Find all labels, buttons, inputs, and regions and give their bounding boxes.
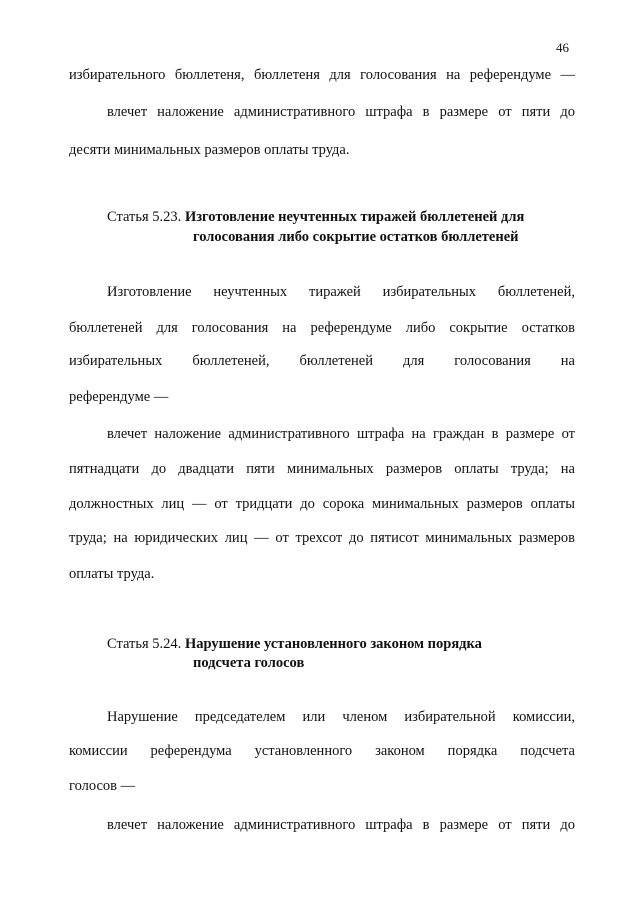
text-line: избирательного бюллетеня, бюллетеня для голосования на референдуме — xyxy=(69,67,575,83)
text-line: голосов — xyxy=(69,778,136,794)
text-line: влечет наложение административного штрафа в размере от пяти до xyxy=(107,817,575,833)
article-title-continued: подсчета голосов xyxy=(193,655,305,671)
text-line: влечет наложение административного штрафа в размере от пяти до xyxy=(107,104,575,120)
article-number: Статья 5.23. xyxy=(107,209,182,225)
article-heading-5-23 xyxy=(107,210,524,225)
text-line: влечет наложение административного штрафа на граждан в размере от xyxy=(107,426,575,442)
text-line: труда; на юридических лиц — от трехсот до пятисот минимальных размеров xyxy=(69,530,575,546)
text-line: референдуме — xyxy=(69,389,169,405)
text-line: должностных лиц — от тридцати до сорока минимальных размеров оплаты xyxy=(69,496,575,512)
page-number: 46 xyxy=(556,40,569,55)
article-title-continued: голосования либо сокрытие остатков бюллетеней xyxy=(193,229,519,245)
text-line: избирательных бюллетеней, бюллетеней для голосования на xyxy=(69,353,575,369)
text-line: пятнадцати до двадцати пяти минимальных размеров оплаты труда; на xyxy=(69,461,575,477)
article-title: Изготовление неучтенных тиражей бюллетеней для xyxy=(184,209,525,225)
text-line: десяти минимальных размеров оплаты труда. xyxy=(69,142,350,158)
article-title: Нарушение установленного законом порядка xyxy=(184,636,482,652)
text-line: оплаты труда. xyxy=(69,566,155,582)
text-line: комиссии референдума установленного законом порядка подсчета xyxy=(69,743,575,759)
text-line: Нарушение председателем или членом избирательной комиссии, xyxy=(107,709,575,725)
article-heading-5-24 xyxy=(107,637,482,652)
article-number: Статья 5.24. xyxy=(107,636,182,652)
text-line: Изготовление неучтенных тиражей избирательных бюллетеней, xyxy=(107,284,575,300)
text-line: бюллетеней для голосования на референдуме либо сокрытие остатков xyxy=(69,320,575,336)
